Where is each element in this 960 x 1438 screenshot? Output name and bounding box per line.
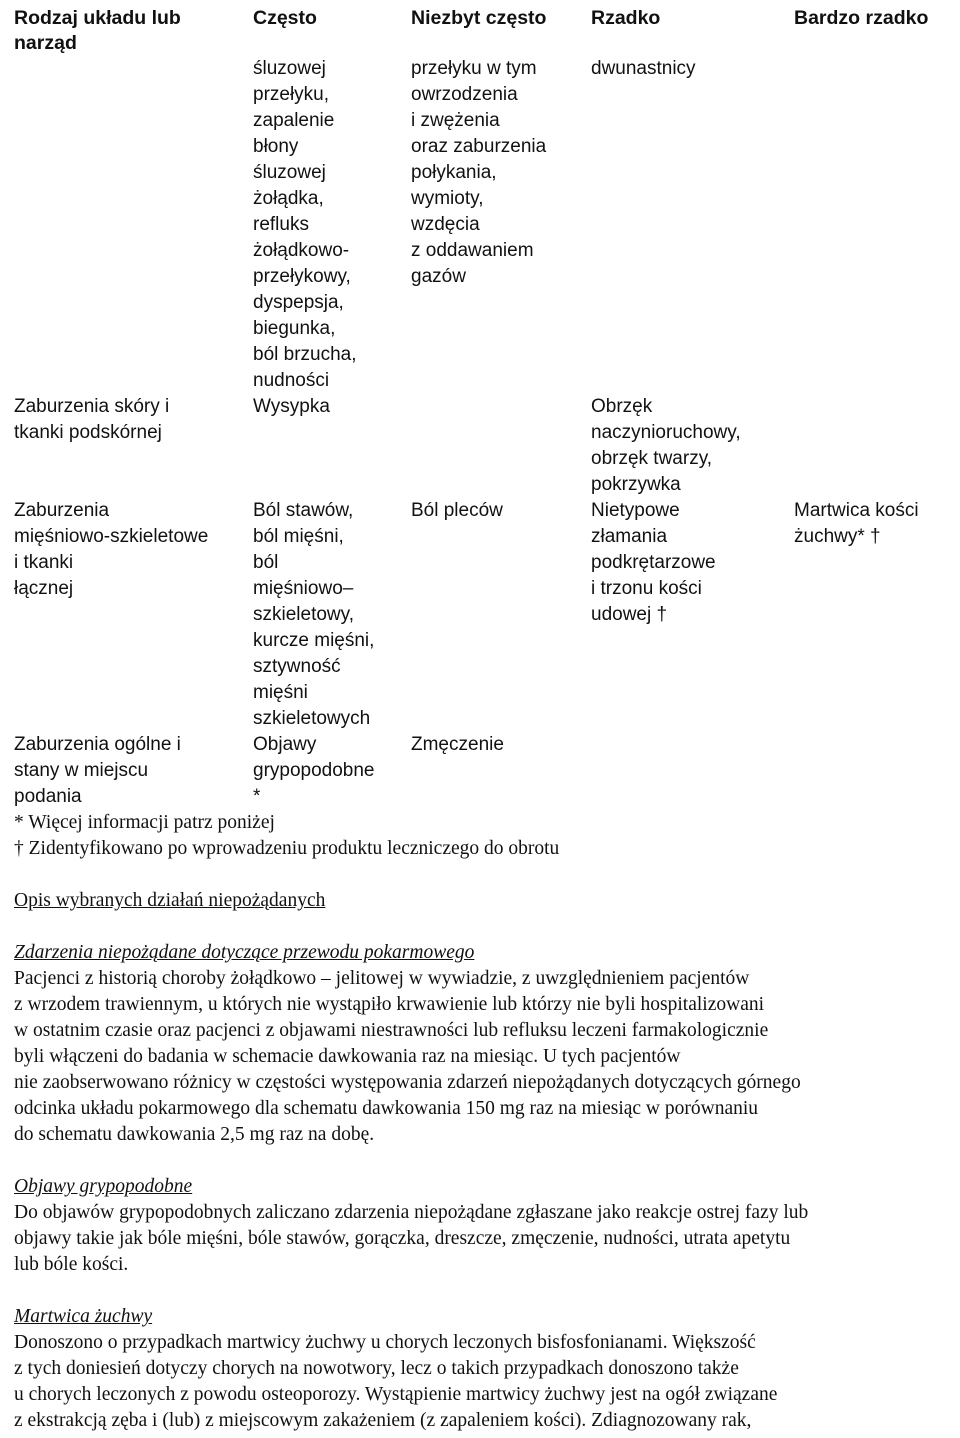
table-row [14,394,949,498]
subsection-title: Zdarzenia niepożądane dotyczące przewodu pokarmowego [14,942,475,963]
header-very-rare: Bardzo rzadko [794,7,929,29]
table-cell [591,732,794,810]
table-cell [14,56,253,394]
subsection-title: Objawy grypopodobne [14,1176,193,1197]
subsection-text: Donoszono o przypadkach martwicy żuchwy u chorych leczonych bisfosfonianami. Większość z tych doniesień dotyczy chorych na nowotwory, lecz o takich przypadkach donoszono także u chorych leczonych z powodu osteoporozy. Wystąpienie martwicy żuchwy jest na ogół związane z ekstrakcją zęba i (lub) z miejscowym zakażeniem (z zapaleniem kości). Zdiagnozowany rak, [14,1332,778,1431]
table-cell: Ból stawów, ból mięśni, ból mięśniowo– szkieletowy, kurcze mięśni, sztywność mięśni szkieletowych [253,500,375,729]
table-cell [794,732,949,810]
table-row [14,56,949,394]
table-cell: Objawy grypopodobne * [253,734,375,807]
table-cell [411,394,591,498]
table-cell: Zaburzenia skóry i tkanki podskórnej [14,396,170,443]
section-title: Opis wybranych działań niepożądanych [14,890,326,911]
table-row [14,498,949,732]
table-cell [794,56,949,394]
table-cell: Martwica kości żuchwy* † [794,500,919,547]
subsection-text: Pacjenci z historią choroby żołądkowo – jelitowej w wywiadzie, z uwzględnieniem pacjentów z wrzodem trawiennym, u których nie wystąpiło krwawienie lub którzy nie byli hospitalizowani w ostatnim czasie oraz pacjenci z objawami niestrawności lub refluksu leczeni farmakologicznie byli włączeni do badania w schemacie dawkowania raz na miesiąc. U tych pacjentów nie zaobserwowano różnicy w częstości występowania zdarzeń niepożądanych dotyczących górnego odcinka układu pokarmowego dla schematu dawkowania 150 mg raz na miesiąc w porównaniu do schematu dawkowania 2,5 mg raz na dobę. [14,968,801,1145]
header-organ-class: Rodzaj układu lub narząd [14,7,181,54]
table-body [14,56,949,810]
table-cell: Obrzęk naczynioruchowy, obrzęk twarzy, pokrzywka [591,396,741,495]
table-cell: Nietypowe złamania podkrętarzowe i trzonu kości udowej † [591,500,716,625]
table-row [14,732,949,810]
table-cell [794,394,949,498]
table-cell: dwunastnicy [591,58,696,79]
adverse-reactions-table [14,6,949,810]
header-common: Często [253,7,317,29]
footnote-post-marketing: † Zidentyfikowano po wprowadzeniu produktu leczniczego do obrotu [14,838,560,859]
table-cell: śluzowej przełyku, zapalenie błony śluzowej żołądka, refluks żołądkowo- przełykowy, dyspepsja, biegunka, ból brzucha, nudności [253,58,357,391]
table-cell: Ból pleców [411,500,503,521]
header-uncommon: Niezbyt często [411,7,547,29]
table-cell: Zmęczenie [411,734,504,755]
footnote-more-info: * Więcej informacji patrz poniżej [14,812,275,833]
subsection-gastrointestinal [14,940,949,1148]
subsection-title: Martwica żuchwy [14,1306,153,1327]
table-cell: Zaburzenia ogólne i stany w miejscu podania [14,734,181,807]
table-cell: Zaburzenia mięśniowo-szkieletowe i tkanki łącznej [14,500,209,599]
table-header [14,6,949,56]
table-cell: przełyku w tym owrzodzenia i zwężenia oraz zaburzenia połykania, wymioty, wzdęcia z oddawaniem gazów [411,58,547,287]
document-page [14,6,949,1434]
footnotes [14,810,949,862]
header-rare: Rzadko [591,7,661,29]
subsection-flu-like [14,1174,949,1278]
table-header-row [14,6,949,56]
subsection-osteonecrosis-jaw [14,1304,949,1434]
table-cell: Wysypka [253,396,330,417]
subsection-text: Do objawów grypopodobnych zaliczano zdarzenia niepożądane zgłaszane jako reakcje ostrej fazy lub objawy takie jak bóle mięśni, bóle stawów, gorączka, dreszcze, zmęczenie, nudności, utrata apetytu lub bóle kości. [14,1202,809,1275]
